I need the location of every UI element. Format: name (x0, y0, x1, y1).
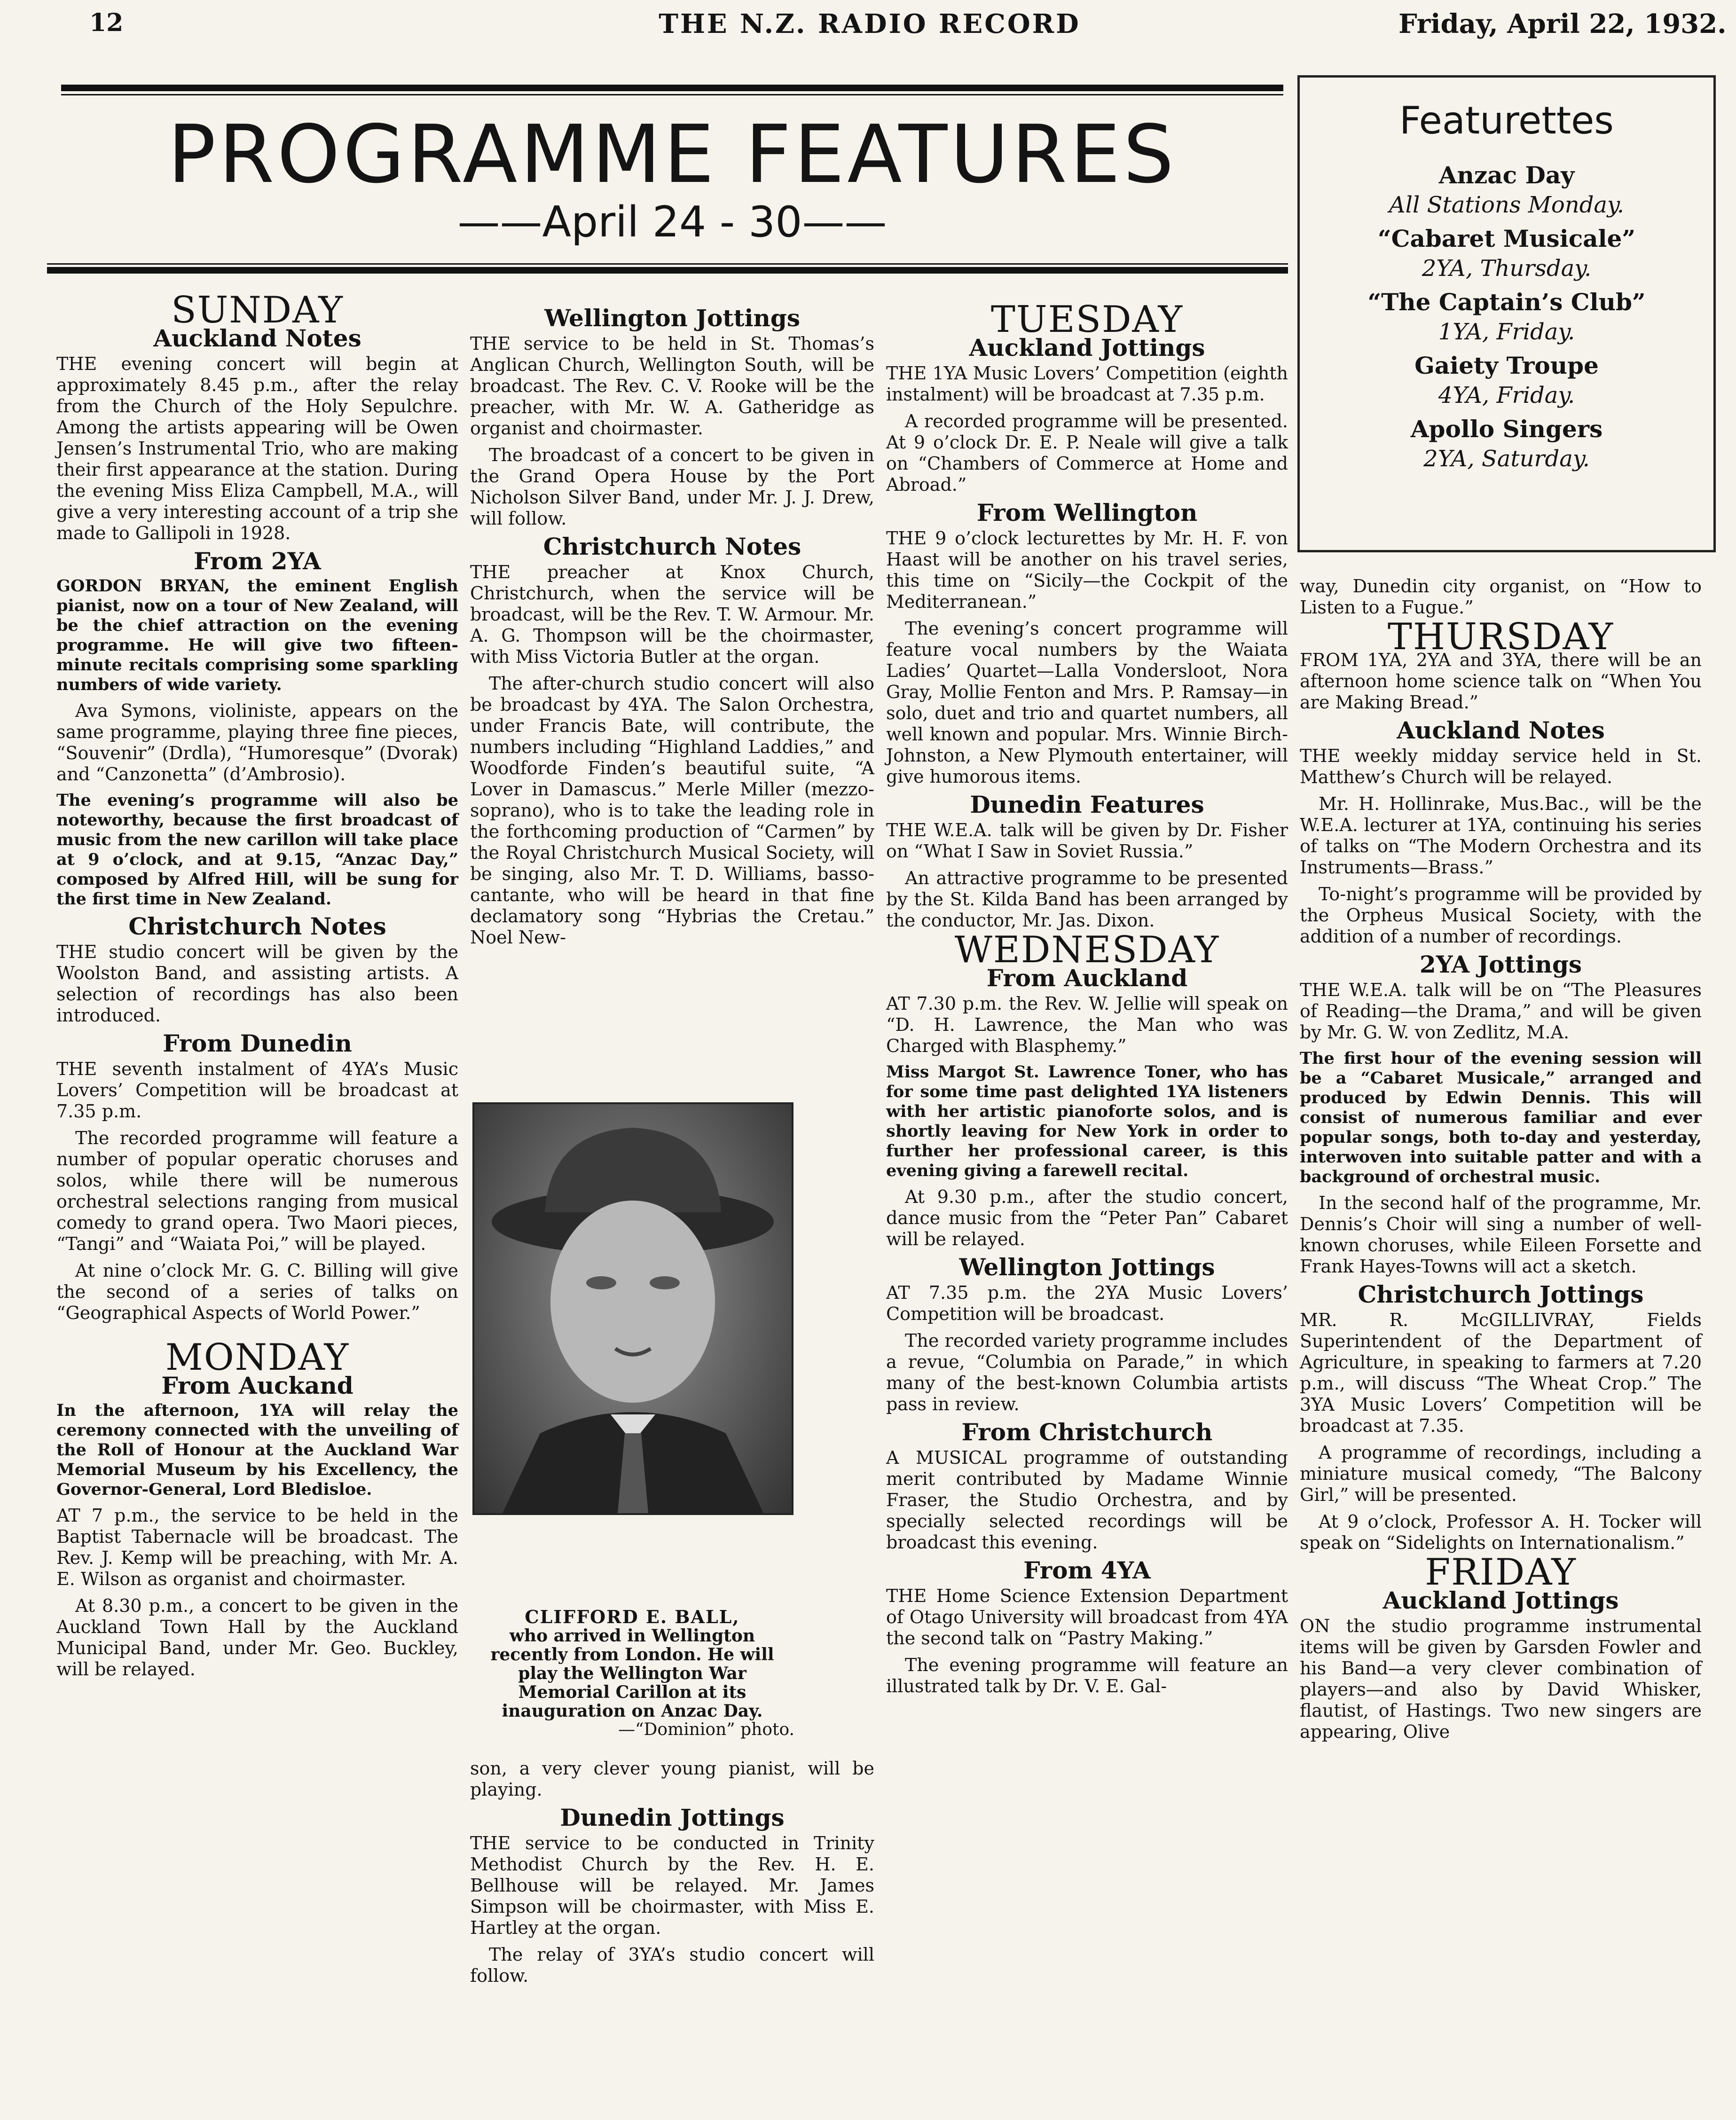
featurette-station: 2YA, Saturday. (1423, 446, 1590, 472)
section-heading: Christchurch Notes (128, 912, 386, 940)
article-paragraph: The relay of 3YA’s studio concert will follow. (470, 1944, 874, 1986)
caption-name: CLIFFORD E. BALL, (525, 1606, 740, 1627)
section-heading: From Christchurch (961, 1418, 1213, 1446)
masthead: THE N.Z. RADIO RECORD (659, 8, 1081, 39)
article-paragraph: In the second half of the programme, Mr. Dennis’s Choir will sing a number of well-known choruses, while Eileen Forsette and Frank Hayes-Towns will act a sketch. (1300, 1193, 1702, 1277)
featurette-station: All Stations Monday. (1389, 192, 1625, 218)
portrait-photo (472, 1102, 793, 1515)
article-paragraph: The first hour of the evening session will be a “Cabaret Musicale,” arranged and produced by Edwin Dennis. This will consist of numerous familiar and ever popular songs, both to-day and yesterday, interwoven into suitable patter and with a background of orchestral music. (1300, 1049, 1702, 1186)
featurette-station: 4YA, Friday. (1438, 382, 1575, 408)
article-paragraph: At nine o’clock Mr. G. C. Billing will give the second of a series of talks on “Geographical Aspects of World Power.” (56, 1260, 458, 1323)
featurette-name: “The Captain’s Club” (1367, 288, 1646, 316)
section-heading: Auckland Jottings (969, 334, 1205, 361)
section-heading: From Wellington (976, 499, 1198, 526)
portrait-illustration (474, 1104, 792, 1513)
article-paragraph: Mr. H. Hollinrake, Mus.Bac., will be the W.E.A. lecturer at 1YA, continuing his series of talks on “The Modern Orchestra and its Instruments—Brass.” (1300, 793, 1702, 878)
article-paragraph: THE Home Science Extension Department of Otago University will broadcast from 4YA the second talk on “Pastry Making.” (886, 1586, 1288, 1649)
article-paragraph: THE W.E.A. talk will be given by Dr. Fisher on “What I Saw in Soviet Russia.” (886, 820, 1288, 862)
article-paragraph: In the afternoon, 1YA will relay the ceremony connected with the unveiling of the Roll of Honour at the Auckland War Memorial Museum by his Excellency, the Governor-General, Lord Bledisloe. (56, 1401, 458, 1499)
featurette-name: Anzac Day (1438, 161, 1575, 189)
section-heading: Dunedin Jottings (560, 1804, 785, 1831)
day-heading-friday: FRIDAY (1425, 1551, 1577, 1594)
column-1 (56, 291, 458, 1686)
article-paragraph: An attractive programme to be presented by the St. Kilda Band has been arranged by the conductor, Mr. Jas. Dixon. (886, 868, 1288, 931)
article-paragraph: Ava Symons, violiniste, appears on the same programme, playing three fine pieces, “Souvenir” (Drdla), “Humoresque” (Dvorak) and “Canzonetta” (d’Ambrosio). (56, 700, 458, 785)
article-paragraph: FROM 1YA, 2YA and 3YA, there will be an afternoon home science talk on “When You are Making Bread.” (1300, 650, 1702, 713)
article-paragraph: Miss Margot St. Lawrence Toner, who has for some time past delighted 1YA listeners with her artistic pianoforte solos, and is shortly leaving for New York in order to further her professional career, is this evening giving a farewell recital. (886, 1062, 1288, 1180)
caption-text: who arrived in Wellington recently from London. He will play the Wellington War Memorial Carillon at its inauguration on Anzac Day. (490, 1626, 774, 1721)
section-heading: Christchurch Notes (543, 533, 801, 560)
featurettes-title: Featurettes (1399, 99, 1614, 142)
section-heading: Wellington Jottings (544, 304, 801, 332)
article-paragraph: THE service to be conducted in Trinity Methodist Church by the Rev. H. E. Bellhouse will be relayed. Mr. James Simpson will be choirmaster, with Miss E. Hartley at the organ. (470, 1833, 874, 1938)
article-paragraph: THE 9 o’clock lecturettes by Mr. H. F. von Haast will be another on his travel series, this time on “Sicily—the Cockpit of the Mediterranean.” (886, 528, 1288, 612)
day-heading-tuesday: TUESDAY (990, 298, 1184, 341)
featurettes-box (1297, 75, 1716, 552)
banner-bottom-thin-rule (47, 263, 1288, 265)
column-3 (886, 298, 1288, 1703)
day-heading-thursday: THURSDAY (1387, 616, 1614, 658)
article-paragraph: son, a very clever young pianist, will be playing. (470, 1758, 874, 1800)
banner-subtitle: ——April 24 - 30—— (457, 197, 887, 247)
article-paragraph: The evening programme will feature an illustrated talk by Dr. V. E. Gal- (886, 1655, 1288, 1696)
issue-date: Friday, April 22, 1932. (1398, 8, 1727, 39)
page-number: 12 (89, 8, 124, 37)
section-heading: From Auckland (986, 964, 1188, 992)
article-paragraph: The after-church studio concert will also be broadcast by 4YA. The Salon Orchestra, under Francis Bate, will contribute, the numbers including “Highland Laddies,” and Woodforde Finden’s beautiful suite, “A Lover in Damascus.” Merle Miller (mezzo-soprano), who is to take the leading role in the forthcoming production of “Carmen” by the Royal Christchurch Musical Society, will be singing, also Mr. T. D. Williams, basso-cantante, who will be heard in that fine declamatory song “Hybrias the Cretau.” Noel New- (470, 673, 874, 948)
day-heading-sunday: SUNDAY (171, 289, 344, 331)
article-paragraph: THE W.E.A. talk will be on “The Pleasures of Reading—the Drama,” and will be given by Mr. G. W. von Zedlitz, M.A. (1300, 980, 1702, 1043)
article-paragraph: ON the studio programme instrumental items will be given by Garsden Fowler and his Band—a very clever combination of players—and also by David Whisker, flautist, of Hastings. Two new singers are appearing, Olive (1300, 1616, 1702, 1742)
article-paragraph: At 9 o’clock, Professor A. H. Tocker will speak on “Sidelights on Internationalism.” (1300, 1511, 1702, 1553)
section-heading: From Dunedin (163, 1029, 352, 1057)
section-heading: Auckland Notes (1397, 716, 1605, 744)
section-heading: From 2YA (194, 547, 321, 575)
article-paragraph: MR. R. McGILLIVRAY, Fields Superintendent of the Department of Agriculture, in speaking to farmers at 7.20 p.m., will discuss “The Wheat Crop.” The 3YA Music Lovers’ Competition will be broadcast at 7.35. (1300, 1310, 1702, 1436)
article-paragraph: A recorded programme will be presented. At 9 o’clock Dr. E. P. Neale will give a talk on “Chambers of Commerce at Home and Abroad.” (886, 411, 1288, 495)
featurette-name: Gaiety Troupe (1414, 352, 1599, 379)
article-paragraph: THE weekly midday service held in St. Matthew’s Church will be relayed. (1300, 746, 1702, 787)
featurette-station: 1YA, Friday. (1438, 319, 1575, 345)
column-4 (1300, 576, 1702, 1748)
section-heading: Auckland Jottings (1383, 1586, 1619, 1614)
section-heading: Auckland Notes (153, 324, 361, 352)
article-paragraph: THE seventh instalment of 4YA’s Music Lovers’ Competition will be broadcast at 7.35 p.m. (56, 1059, 458, 1122)
featurette-station: 2YA, Thursday. (1422, 255, 1592, 282)
article-paragraph: The recorded variety programme includes a revue, “Columbia on Parade,” in which many of the best-known Columbia artists pass in review. (886, 1330, 1288, 1414)
banner-top-thin-rule (61, 94, 1283, 95)
article-paragraph: AT 7.35 p.m. the 2YA Music Lovers’ Competition will be broadcast. (886, 1282, 1288, 1324)
article-paragraph: The evening’s concert programme will feature vocal numbers by the Waiata Ladies’ Quartet—Lalla Vondersloot, Nora Gray, Mollie Fenton and Mrs. P. Ramsay—in solo, duet and trio and quartet numbers, all well known and popular. Mrs. Winnie Birch-Johnston, a New Plymouth entertainer, will give humorous items. (886, 618, 1288, 787)
article-paragraph: A MUSICAL programme of outstanding merit contributed by Madame Winnie Fraser, the Studio Orchestra, and by specially selected recordings will be broadcast this evening. (886, 1447, 1288, 1553)
banner-bottom-rule (47, 267, 1288, 274)
article-paragraph: AT 7.30 p.m. the Rev. W. Jellie will speak on “D. H. Lawrence, the Man who was Charged with Blasphemy.” (886, 993, 1288, 1056)
column-2-top (470, 301, 874, 954)
article-paragraph: GORDON BRYAN, the eminent English pianist, now on a tour of New Zealand, will be the chief attraction on the evening programme. He will give two fifteen-minute recitals comprising some sparkling numbers of wide variety. (56, 576, 458, 694)
day-heading-monday: MONDAY (165, 1336, 350, 1379)
section-heading: Christchurch Jottings (1358, 1280, 1644, 1308)
day-heading-wednesday: WEDNESDAY (954, 929, 1220, 971)
column-2-bottom (470, 1758, 874, 1992)
caption-credit: —“Dominion” photo. (618, 1720, 794, 1739)
banner-top-rule (61, 85, 1283, 91)
article-paragraph: A programme of recordings, including a miniature musical comedy, “The Balcony Girl,” will be presented. (1300, 1442, 1702, 1505)
article-paragraph: THE 1YA Music Lovers’ Competition (eighth instalment) will be broadcast at 7.35 p.m. (886, 363, 1288, 405)
featurette-name: “Cabaret Musicale” (1377, 225, 1636, 252)
article-paragraph: THE preacher at Knox Church, Christchurch, when the service will be broadcast, will be the Rev. T. W. Armour. Mr. A. G. Thompson will be the choirmaster, with Miss Victoria Butler at the organ. (470, 562, 874, 667)
article-paragraph: THE service to be held in St. Thomas’s Anglican Church, Wellington South, will be broadcast. The Rev. C. V. Rooke will be the preacher, with Mr. W. A. Gatheridge as organist and choirmaster. (470, 333, 874, 439)
section-heading: From 4YA (1023, 1556, 1151, 1584)
article-paragraph: The broadcast of a concert to be given in the Grand Opera House by the Port Nicholson Silver Band, under Mr. J. J. Drew, will follow. (470, 445, 874, 529)
section-heading: From Auckand (161, 1372, 353, 1399)
article-paragraph: The evening’s programme will also be noteworthy, because the first broadcast of music from the new carillon will take place at 9 o’clock, and at 9.15, “Anzac Day,” composed by Alfred Hill, will be sung for the first time in New Zealand. (56, 791, 458, 909)
section-heading: Wellington Jottings (959, 1253, 1215, 1281)
article-paragraph: THE evening concert will begin at approximately 8.45 p.m., after the relay from the Church of the Holy Sepulchre. Among the artists appearing will be Owen Jensen’s Instrumental Trio, who are making their first appearance at the station. During the evening Miss Eliza Campbell, M.A., will give a very interesting account of a trip she made to Gallipoli in 1928. (56, 353, 458, 543)
banner-title: PROGRAMME FEATURES (167, 108, 1177, 201)
article-paragraph: AT 7 p.m., the service to be held in the Baptist Tabernacle will be broadcast. The Rev. J. Kemp will be preaching, with Mr. A. E. Wilson as organist and choirmaster. (56, 1505, 458, 1589)
article-paragraph: THE studio concert will be given by the Woolston Band, and assisting artists. A selection of recordings has also been introduced. (56, 942, 458, 1026)
section-heading: 2YA Jottings (1419, 950, 1582, 978)
photo-caption (470, 1608, 794, 1739)
article-paragraph: way, Dunedin city organist, on “How to Listen to a Fugue.” (1300, 576, 1702, 618)
article-paragraph: At 8.30 p.m., a concert to be given in the Auckland Town Hall by the Auckland Municipal Band, under Mr. Geo. Buckley, will be relayed. (56, 1595, 458, 1680)
article-paragraph: The recorded programme will feature a number of popular operatic choruses and solos, while there will be numerous orchestral selections ranging from musical comedy to grand opera. Two Maori pieces, “Tangi” and “Waiata Poi,” will be played. (56, 1128, 458, 1254)
article-paragraph: At 9.30 p.m., after the studio concert, dance music from the “Peter Pan” Cabaret will be relayed. (886, 1186, 1288, 1249)
article-paragraph: To-night’s programme will be provided by the Orpheus Musical Society, with the addition of a number of recordings. (1300, 884, 1702, 947)
featurette-name: Apollo Singers (1410, 415, 1603, 443)
section-heading: Dunedin Features (970, 791, 1204, 818)
